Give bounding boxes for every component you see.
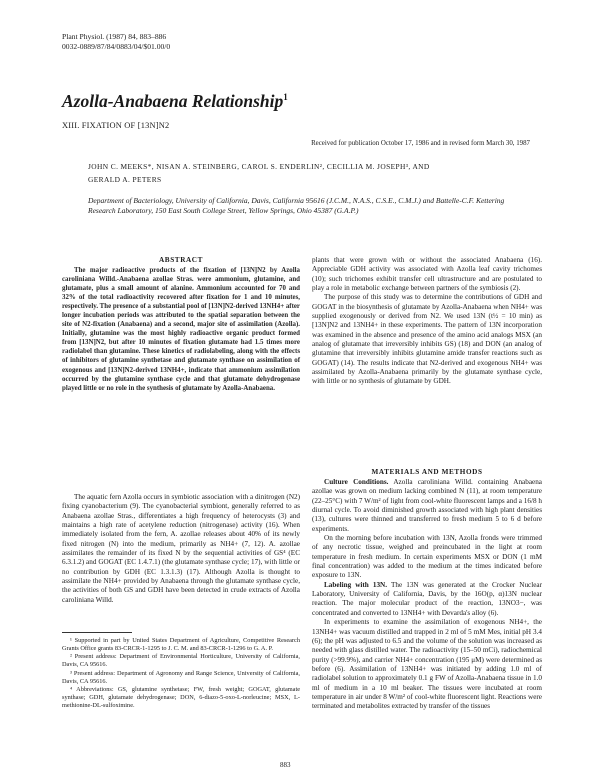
preincubation-paragraph: On the morning before incubation with 13N, Azolla fronds were trimmed of any necrotic tissue, weighed and preincubated in the light at room temperature in fresh medium. In certain experiments MSX or DON (1 mM final concentration) was added to the medium at the times indicated before exposure to 13N.: [312, 534, 542, 580]
intro-continued-paragraph: plants that were grown with or without the associated Anabaena (16). Appreciable GDH activity was associated with Azolla leaf cavity trichomes (10); such trichomes exhibit transfer cell ultrastructure and are postulated to play a role in metabolic exchange between partners of the symbiosis (2).: [312, 256, 542, 293]
issn-line: 0032-0889/87/84/0883/04/$01.00/0: [62, 41, 171, 51]
methods-body: [312, 478, 542, 712]
title-main: Azolla-Anabaena Relationship: [62, 91, 284, 111]
methods-heading: MATERIALS AND METHODS: [371, 468, 483, 476]
footnotes: [62, 637, 300, 710]
page-number: 883: [280, 761, 291, 769]
journal-header: [62, 32, 170, 51]
labeling-text: The 13N was generated at the Crocker Nuclear Laboratory, University of California, Davis, by the 16O(p, α)13N nuclear reaction. The major molecular product of the reaction, 13NO3−, was concentrated and converted to 13NH4+ with Devarda's alloy (6).: [312, 580, 542, 617]
culture-conditions-text: Azolla caroliniana Willd. containing Anabaena azollae was grown on medium lacking combined N (11), at room temperature (22–25°C) with 7 W/m² of light from cool-white fluorescent lamps and a 16/8 h diurnal cycle. To avoid diminished growth associated with high plant densities (13), cultures were thinned and transferred to fresh medium 5 to 6 d before experiments.: [312, 478, 542, 533]
footnote-3: ³ Present address: Department of Agronomy and Range Science, University of California, Davis, CA 95616.: [62, 669, 300, 685]
purpose-paragraph: The purpose of this study was to determine the contributions of GDH and GOGAT in the biosynthesis of glutamate by Azolla-Anabaena when NH4+ was supplied exogenously or derived from N2. We used 13N (t½ = 10 min) as [13N]N2 and 13NH4+ in these experiments. The pattern of 13N incorporation was examined in the absence and presence of the amino acid analogs MSX (an analog of glutamate that irreversibly inhibits GS) (18) and DON (an analog of glutamine that irreversibly inhibits glutamine amide transfer reactions such as GOGAT) (14). The results indicate that N2-derived and exogenous NH4+ was assimilated by Azolla-Anabaena primarily by the glutamate synthase cycle, with little or no synthesis of glutamate by GDH.: [312, 293, 542, 386]
footnote-divider: [62, 632, 132, 633]
introduction-paragraph: The aquatic fern Azolla occurs in symbiotic association with a dinitrogen (N2) fixing cyanobacterium (9). The cyanobacterial symbiont, generally referred to as Anabaena azollae Stras., differentiates a high frequency of heterocysts (3) and maintains a high rate of acetylene reduction (nitrogenase) activity (16). When immediately isolated from the fern, A. azollae releases about 40% of its newly fixed nitrogen (N) into the medium, primarily as NH4+ (7, 12). A. azollae assimilates the remainder of its fixed N by the sequential activities of GS⁴ (EC 6.3.1.2) and GOGAT (EC 1.4.7.1) (the glutamate synthase cycle; 17), with little or no contribution by GDH (EC 1.3.1.3) (17). Although Azolla is thought to assimilate the NH4+ provided by Anabaena through the glutamate synthase cycle, the activities of both GS and GDH have been detected in crude extracts of Azolla caroliniana Willd.: [62, 493, 300, 604]
abstract-heading: ABSTRACT: [159, 256, 203, 264]
article-subtitle: XIII. FIXATION OF [13N]N2: [62, 121, 170, 130]
journal-citation: Plant Physiol. (1987) 84, 883–886: [62, 32, 167, 41]
labeling-label: Labeling with 13N.: [324, 580, 388, 589]
footnote-1: ¹ Supported in part by United States Department of Agriculture, Competitive Research Grants Office grants 83-CRCR-1-1295 to J. C. M. and 83-CRCR-1-1296 to G. A. P.: [62, 637, 300, 653]
footnote-4: ⁴ Abbreviations: GS, glutamine synthetase; FW, fresh weight; GOGAT, glutamate synthase; GDH, glutamate dehydrogenase; DON, 6-diazo-5-oxo-L-norleucine; MSX, L-methionine-DL-sulfoximine.: [62, 685, 300, 710]
right-column-intro: [312, 256, 542, 387]
author-line-2: GERALD A. PETERS: [88, 174, 162, 184]
abstract-text: The major radioactive products of the fixation of [13N]N2 by Azolla caroliniana Willd.-Anabaena azollae Stras. were ammonium, glutamine, and glutamate, plus a small amount of alanine. Ammonium accounted for 70 and 32% of the total radioactivity recovered after fixation for 1 and 10 minutes, respectively. The presence of a substantial pool of [13N]N2-derived 13NH4+ after longer incubation periods was attributed to the spatial separation between the site of N2-fixation (Anabaena) and a second, major site of assimilation (Azolla). Initially, glutamine was the most highly radioactive organic product formed from [13N]N2, but after 10 minutes of fixation glutamate had 1.5 times more radiolabel than glutamine. These kinetics of radiolabeling, along with the effects of inhibitors of glutamine synthetase and glutamate synthase on assimilation of exogenous and [13N]N2-derived 13NH4+, indicate that ammonium assimilation occurred by the glutamine synthase cycle and that glutamate dehydrogenase played little or no role in the synthesis of glutamate by Azolla-Anabaena.: [62, 267, 300, 392]
title-footnote-marker: 1: [283, 92, 288, 103]
introduction-body: [62, 493, 300, 605]
affiliation: Department of Bacteriology, University of California, Davis, California 95616 (J.C.M., N.A.S., C.S.E., C.M.J.) and Battelle-C.F. Kettering Research Laboratory, 150 East South College Street, Yellow Springs, Ohio 45387 (G.A.P.): [88, 196, 505, 215]
received-date: Received for publication October 17, 1986 and in revised form March 30, 1987: [311, 140, 530, 147]
culture-conditions-label: Culture Conditions.: [324, 478, 389, 486]
article-title: [62, 91, 288, 112]
assimilation-paragraph: In experiments to examine the assimilation of exogenous NH4+, the 13NH4+ was vacuum distilled and trapped in 2 ml of 5 mM Mes, initial pH 3.4 (6); the pH was adjusted to 6.5 and the volume of the solution was increased as needed with glass distilled water. The radioactivity (15–50 mCi), radiochemical purity (>99.9%), and carrier NH4+ concentration (195 μM) were determined as before (6). Assimilation of 13NH4+ was initiated by adding 1.0 ml of radiolabel solution to approximately 0.1 g FW of Azolla-Anabaena tissue in 1.0 ml of medium in a 10 ml beaker. The tissues were incubated at room temperature in air under 8 W/m² of cool-white fluorescent light. Reactions were terminated and metabolites extracted by transfer of the tissues: [312, 618, 542, 711]
author-line-1: JOHN C. MEEKS*, NISAN A. STEINBERG, CAROL S. ENDERLIN², CECILLIA M. JOSEPH³, AND: [88, 162, 430, 171]
abstract-body: [62, 266, 300, 393]
culture-conditions-paragraph: [312, 478, 542, 534]
footnote-2: ² Present address: Department of Environmental Horticulture, University of California, Davis, CA 95616.: [62, 653, 300, 669]
author-list: [88, 161, 528, 186]
labeling-paragraph: [312, 581, 542, 618]
